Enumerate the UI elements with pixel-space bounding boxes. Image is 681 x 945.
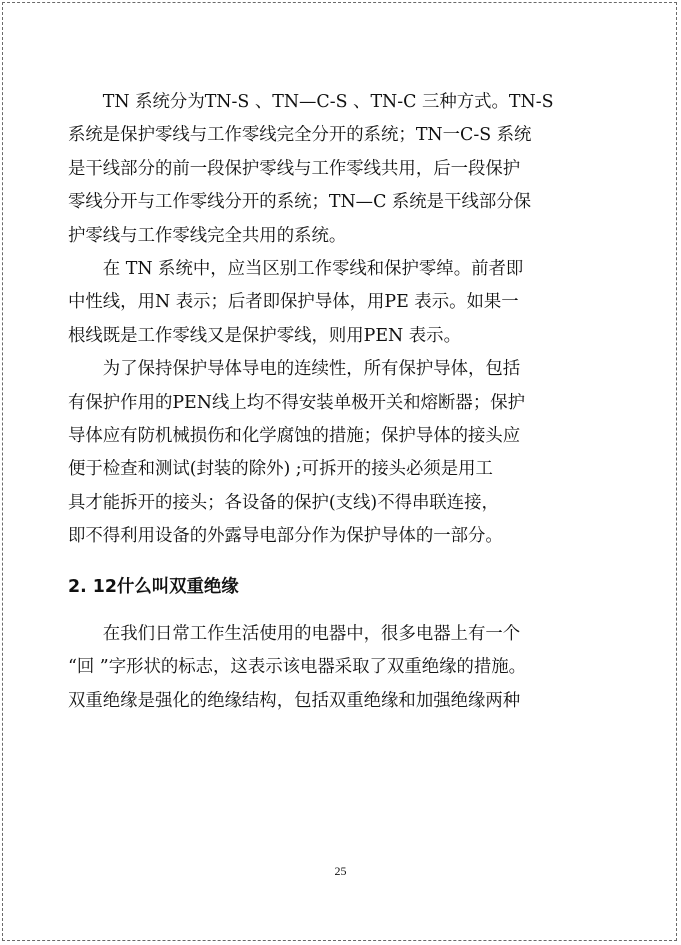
text-line: 护零线与工作零线完全共用的系统。: [68, 225, 347, 246]
section-heading: 2. 12什么叫双重绝缘: [68, 576, 239, 597]
text-line: TN 系统分为TN-S 、TN—C-S 、TN-C 三种方式。TN-S: [102, 92, 554, 112]
document-body: [68, 86, 588, 718]
text-line: 是干线部分的前一段保护零线与工作零线共用，后一段保护: [68, 158, 521, 179]
text-line: 即不得利用设备的外露导电部分作为保护导体的一部分。: [68, 526, 503, 547]
text-line: 零线分开与工作零线分开的系统；TN—C 系统是干线部分保: [68, 192, 532, 213]
text-line: 为了保持保护导体导电的连续性，所有保护导体，包括: [102, 359, 521, 380]
text-line: 双重绝缘是强化的绝缘结构，包括双重绝缘和加强绝缘两种: [68, 690, 521, 711]
text-line: 在我们日常工作生活使用的电器中，很多电器上有一个: [102, 623, 521, 644]
text-line: 具才能拆开的接头；各设备的保护(支线)不得串联连接，: [68, 492, 499, 513]
paragraph-double-insulation: [68, 618, 588, 718]
text-line: 系统是保护零线与工作零线完全分开的系统；TN一C-S 系统: [68, 125, 532, 146]
paragraph-tn-types: [68, 86, 588, 253]
text-line: 根线既是工作零线又是保护零线，则用PEN 表示。: [68, 325, 461, 346]
text-line: 中性线，用N 表示；后者即保护导体，用PE 表示。如果一: [68, 292, 519, 313]
text-line: 有保护作用的PEN线上均不得安装单极开关和熔断器；保护: [68, 392, 525, 413]
paragraph-continuity: [68, 353, 588, 553]
text-line: 在 TN 系统中，应当区别工作零线和保护零绰。前者即: [102, 259, 524, 280]
paragraph-neutral-protective: [68, 253, 588, 353]
text-line: 导体应有防机械损伤和化学腐蚀的措施；保护导体的接头应: [68, 426, 521, 447]
page-number: 25: [334, 864, 347, 878]
text-line: 便于检查和测试(封装的除外) ;可拆开的接头必须是用工: [68, 459, 493, 480]
text-line: “回 ”字形状的标志，这表示该电器采取了双重绝缘的措施。: [68, 657, 527, 678]
